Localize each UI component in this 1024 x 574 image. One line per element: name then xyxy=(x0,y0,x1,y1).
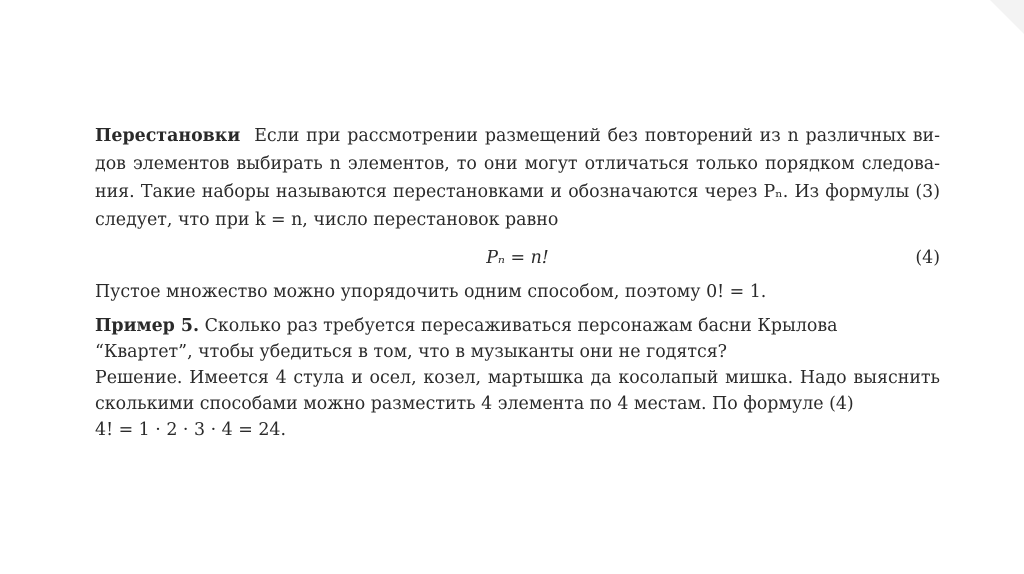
paragraph-line-4: следует, что при k = n, число перестановок равно xyxy=(95,210,559,230)
after-formula-text: Пустое множество можно упорядочить одним способом, поэтому 0! = 1. xyxy=(95,282,767,302)
section-heading: Перестановки xyxy=(95,126,241,146)
example-question-2: “Квартет”, чтобы убедиться в том, что в музыканты они не годятся? xyxy=(95,342,728,362)
paragraph-text-1: Если при рассмотрении размещений без повторений из n различных ви- xyxy=(254,126,940,146)
example-question-1: Сколько раз требуется пересаживаться персонажам басни Крылова xyxy=(204,316,838,336)
paragraph-line-1 xyxy=(95,128,940,145)
formula-expression: Pₙ = n! xyxy=(486,248,549,268)
solution-line-2: сколькими способами можно разместить 4 элемента по 4 местам. По формуле (4) xyxy=(95,394,854,414)
solution-result: 4! = 1 · 2 · 3 · 4 = 24. xyxy=(95,420,286,440)
page-corner-fold xyxy=(990,0,1024,34)
solution-line-1: Решение. Имеется 4 стула и осел, козел, мартышка да косолапый мишка. Надо выяснить xyxy=(95,368,940,388)
formula-number: (4) xyxy=(915,248,940,268)
example-label: Пример 5. xyxy=(95,316,200,336)
paragraph-line-3: ния. Такие наборы называются перестановками и обозначаются через Pₙ. Из формулы (3) xyxy=(95,182,940,202)
paragraph-line-2: дов элементов выбирать n элементов, то они могут отличаться только порядком следова- xyxy=(95,154,940,174)
example-line-1 xyxy=(95,318,838,335)
